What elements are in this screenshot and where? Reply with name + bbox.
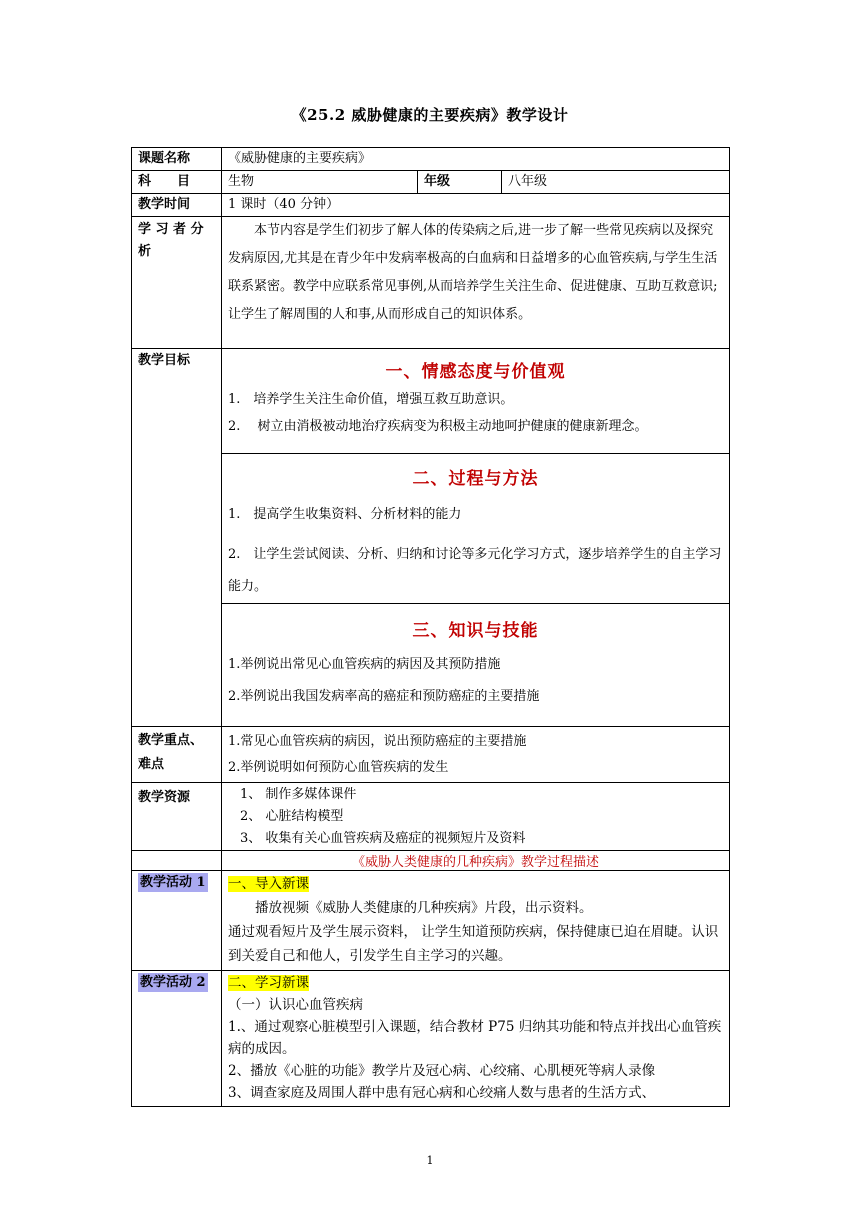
activity-1-line-1: 播放视频《威胁人类健康的几种疾病》片段，出示资料。 [255,900,593,916]
row-process-title [132,851,730,871]
goal-1-item-1: 1. 培养学生关注生命价值，增强互救互助意识。 [228,392,514,407]
row-goal-1 [132,349,730,454]
analysis-text: 本节内容是学生们初步了解人体的传染病之后,进一步了解一些常见疾病以及探究发病原因,尤其是在青少年中发病率极高的白血病和日益增多的心血管疾病,与学生生活联系紧密。教学中应联系常见事例,从而培养学生关注生命、促进健康、互助互救意识;让学生了解周围的人和事,从而形成自己的知识体系。 [222,217,730,349]
row-analysis [132,217,730,349]
grade-label: 年级 [418,171,502,194]
activity-1-content [222,871,730,971]
resources-content [222,783,730,851]
goal-section-2-title: 二、过程与方法 [412,469,539,489]
activity-1-label-cell [132,871,222,971]
goals-label: 教学目标 [132,349,222,727]
time-label: 教学时间 [132,194,222,217]
row-activity-2 [132,971,730,1107]
process-title: 《威胁人类健康的几种疾病》教学过程描述 [222,851,730,871]
time-value: 1 课时（40 分钟） [222,194,730,217]
row-time [132,194,730,217]
activity-2-heading: 二、学习新课 [228,975,309,991]
subject-label: 科 目 [132,171,222,194]
goal-section-3-title: 三、知识与技能 [412,621,539,641]
row-course-name [132,148,730,171]
key-point-1: 1.常见心血管疾病的病因，说出预防癌症的主要措施 [228,734,527,749]
activity-2-content [222,971,730,1107]
activity-2-line-1: （一）认识心血管疾病 [228,997,363,1013]
row-subject [132,171,730,194]
resources-label: 教学资源 [132,783,222,851]
goal-1-item-2: 2. 树立由消极被动地治疗疾病变为积极主动地呵护健康的健康新理念。 [228,419,648,434]
goal-2-item-2: 2. 让学生尝试阅读、分析、归纳和讨论等多元化学习方式，逐步培养学生的自主学习能力。 [228,547,722,594]
goal-section-1 [222,349,730,454]
row-key-points [132,727,730,783]
activity-2-line-2: 1.、通过观察心脏模型引入课题，结合教材 P75 归纳其功能和特点并找出心血管疾病的成因。 [228,1019,722,1057]
row-activity-1 [132,871,730,971]
activity-1-line-2: 通过观看短片及学生展示资料， 让学生知道预防疾病，保持健康已迫在眉睫。认识到关爱自己和他人，引发学生自主学习的兴趣。 [228,924,719,964]
subject-value: 生物 [222,171,418,194]
course-name-value: 《威胁健康的主要疾病》 [222,148,730,171]
activity-2-label: 教学活动 2 [140,975,206,990]
row-goal-2 [132,454,730,604]
goal-2-item-1: 1. 提高学生收集资料、分析材料的能力 [228,507,462,522]
goal-section-1-title: 一、情感态度与价值观 [385,362,566,382]
key-points-label: 教学重点、难点 [132,727,222,783]
process-title-empty [132,851,222,871]
analysis-label: 学 习 者 分 析 [132,217,222,349]
resource-3: 3、 收集有关心血管疾病及癌症的视频短片及资料 [240,831,526,846]
goal-3-item-2: 2.举例说出我国发病率高的癌症和预防癌症的主要措施 [228,689,540,704]
row-goal-3 [132,604,730,727]
grade-value: 八年级 [502,171,730,194]
activity-2-line-4: 3、调查家庭及周围人群中患有冠心病和心绞痛人数与患者的生活方式、 [228,1085,656,1101]
resource-1: 1、 制作多媒体课件 [240,787,357,802]
page-number: 1 [426,1154,434,1167]
lesson-plan-table [131,147,730,1107]
activity-2-label-cell [132,971,222,1107]
activity-1-label: 教学活动 1 [140,875,206,890]
goal-section-2 [222,454,730,604]
page-title: 《25.2 威胁健康的主要疾病》教学设计 [291,106,569,124]
goal-3-item-1: 1.举例说出常见心血管疾病的病因及其预防措施 [228,657,501,672]
activity-2-line-3: 2、播放《心脏的功能》教学片及冠心病、心绞痛、心肌梗死等病人录像 [228,1063,656,1079]
course-name-label: 课题名称 [132,148,222,171]
resource-2: 2、 心脏结构模型 [240,809,344,824]
activity-1-heading: 一、导入新课 [228,876,309,892]
goal-section-3 [222,604,730,727]
key-points-content [222,727,730,783]
key-point-2: 2.举例说明如何预防心血管疾病的发生 [228,760,449,775]
row-resources [132,783,730,851]
